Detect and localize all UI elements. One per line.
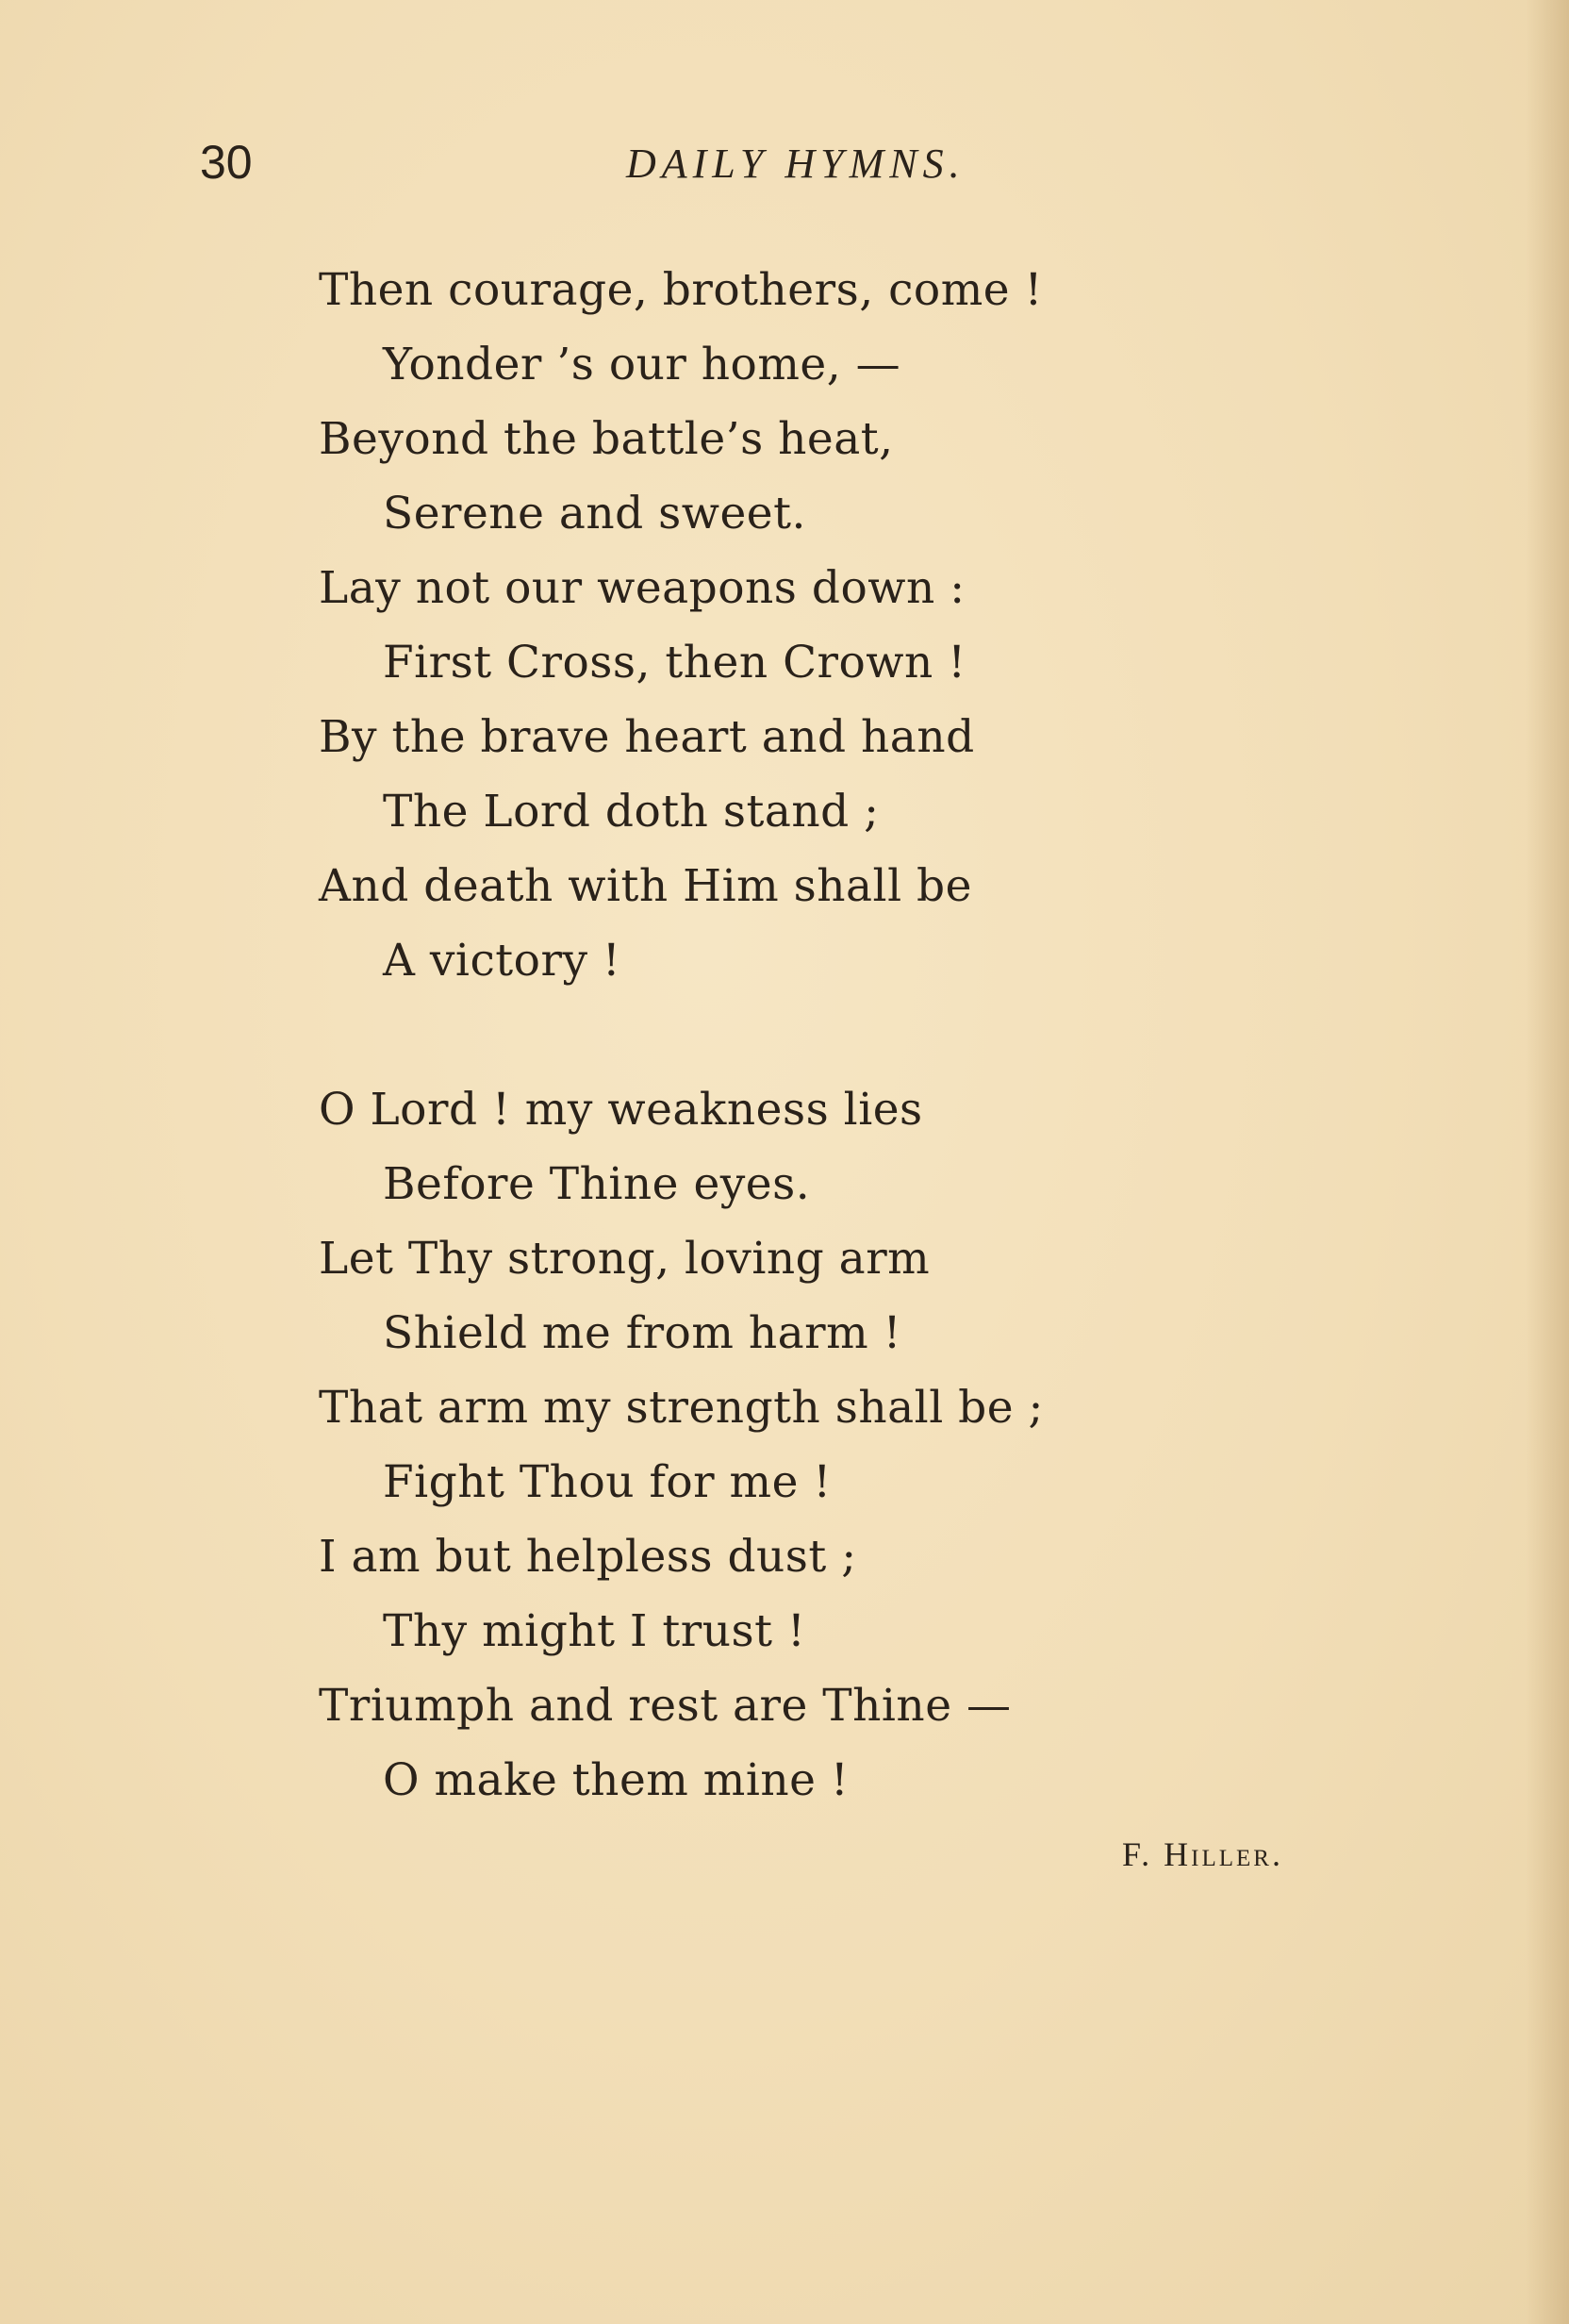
poem [319,253,1262,1818]
poem-line: Yonder ’s our home, — [383,339,901,390]
poem-line: O Lord ! my weakness lies [319,1084,923,1136]
poem-line: I am but helpless dust ; [319,1531,857,1583]
poem-line: Triumph and rest are Thine — [319,1680,1012,1732]
poem-line: Then courage, brothers, come ! [319,264,1043,316]
poem-line: A victory ! [383,935,621,987]
poem-line: Let Thy strong, loving arm [319,1233,931,1285]
poem-line: By the brave heart and hand [319,711,975,763]
poem-line: The Lord doth stand ; [383,786,880,838]
poem-line: Lay not our weapons down : [319,562,966,614]
poem-line: Serene and sweet. [383,488,806,540]
poem-line: And death with Him shall be [319,860,972,912]
poem-line: Shield me from harm ! [383,1307,902,1359]
stanza-1 [319,253,1262,998]
poem-line: Before Thine eyes. [383,1158,811,1210]
poem-line: O make them mine ! [383,1754,850,1806]
page-edge-shadow [1526,0,1569,2324]
poem-line: Fight Thou for me ! [383,1456,832,1508]
stanza-2 [319,1072,1262,1818]
poem-line: First Cross, then Crown ! [383,637,966,689]
poem-line: That arm my strength shall be ; [319,1382,1044,1434]
running-head: DAILY HYMNS. [626,141,966,187]
poem-line: Beyond the battle’s heat, [319,413,894,465]
author-attribution: F. Hiller. [1122,1835,1283,1873]
page-number: 30 [200,136,253,189]
poem-line: Thy might I trust ! [383,1605,806,1657]
